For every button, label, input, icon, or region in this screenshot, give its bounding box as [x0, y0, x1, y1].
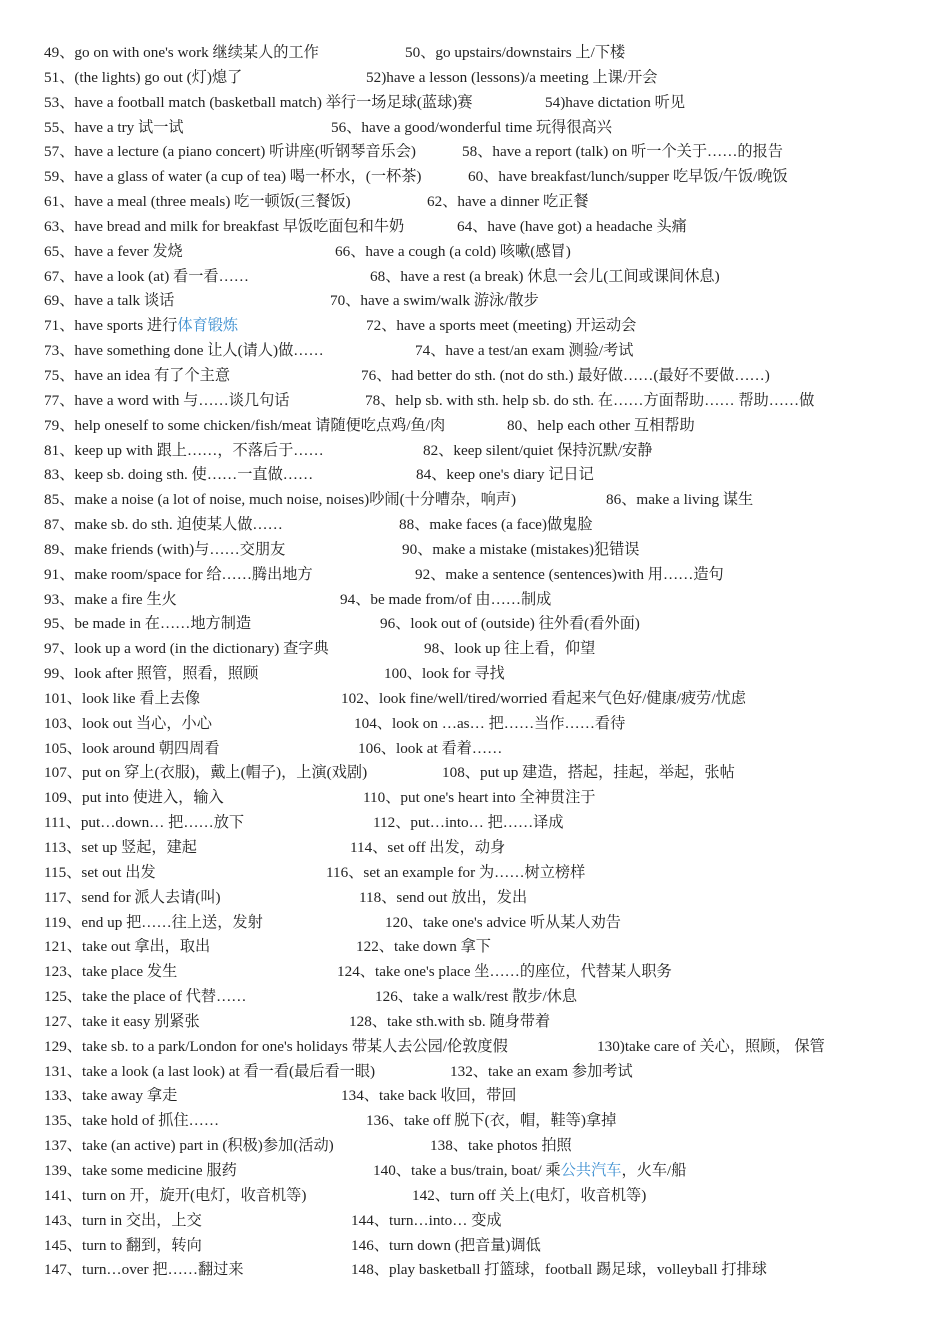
phrase-row	[0, 662, 950, 687]
phrase-left	[44, 861, 156, 886]
phrase-row	[0, 1209, 950, 1234]
phrase-right	[354, 712, 625, 737]
phrase-left-text: 89、make friends (with)与……交朋友	[44, 540, 286, 558]
phrase-right-text: 52)have a lesson (lessons)/a meeting 上课/开会	[366, 68, 658, 86]
phrase-right-text: 108、put up 建造，搭起，挂起，举起，张帖	[442, 764, 735, 782]
phrase-right	[350, 836, 505, 861]
phrase-left	[44, 91, 473, 116]
phrase-left	[44, 737, 220, 762]
phrase-right-text: 86、make a living 谋生	[606, 491, 754, 509]
phrase-row	[0, 960, 950, 985]
phrase-row	[0, 811, 950, 836]
phrase-left-text: 67、have a look (at) 看一看……	[44, 267, 249, 285]
phrase-right-text: 122、take down 拿下	[356, 938, 491, 956]
phrase-right	[335, 240, 571, 265]
phrase-right	[606, 488, 753, 513]
phrase-left	[44, 289, 174, 314]
phrase-left	[44, 811, 244, 836]
phrase-left-text: 115、set out 出发	[44, 863, 156, 881]
phrase-left	[44, 588, 177, 613]
phrase-right	[356, 935, 491, 960]
phrase-left-text: 55、have a try 试一试	[44, 118, 184, 136]
phrase-left-text: 81、keep up with 跟上……，不落后于……	[44, 441, 324, 459]
phrase-row	[0, 588, 950, 613]
phrase-left	[44, 1234, 202, 1259]
phrase-right	[468, 165, 788, 190]
phrase-right-text: 78、help sb. with sth. help sb. do sth. 在……方面帮助…… 帮助……做	[365, 391, 815, 409]
phrase-left-text: 69、have a talk 谈话	[44, 292, 175, 310]
phrase-right-text: 148、play basketball 打篮球，football 踢足球，volleyball 打排球	[351, 1261, 767, 1279]
phrase-row	[0, 563, 950, 588]
phrase-left	[44, 1159, 237, 1184]
phrase-row	[0, 1035, 950, 1060]
phrase-left	[44, 513, 283, 538]
phrase-right	[366, 1109, 616, 1134]
phrase-right-tail: ，火车/船	[621, 1161, 687, 1179]
phrase-left	[44, 712, 212, 737]
phrase-left	[44, 960, 177, 985]
phrase-right-text: 134、take back 收回，带回	[341, 1087, 517, 1105]
phrase-right-text: 70、have a swim/walk 游泳/散步	[330, 292, 539, 310]
phrase-row	[0, 414, 950, 439]
phrase-left-text: 103、look out 当心，小心	[44, 714, 212, 732]
phrase-right	[430, 1134, 572, 1159]
phrase-right	[442, 761, 735, 786]
phrase-right-text: 96、look out of (outside) 往外看(看外面)	[380, 615, 640, 633]
phrase-right	[366, 314, 636, 339]
phrase-right	[385, 911, 621, 936]
phrase-left-text: 101、look like 看上去像	[44, 689, 201, 707]
phrase-right-text: 94、be made from/of 由……制成	[340, 590, 552, 608]
phrase-left	[44, 389, 290, 414]
phrase-left-text: 95、be made in 在……地方制造	[44, 615, 252, 633]
phrase-row	[0, 513, 950, 538]
phrase-right-text: 64、have (have got) a headache 头痛	[457, 217, 687, 235]
phrase-right-text: 142、turn off 关上(电灯，收音机等)	[412, 1186, 647, 1204]
phrase-row	[0, 637, 950, 662]
phrase-left	[44, 41, 319, 66]
phrase-row	[0, 836, 950, 861]
phrase-left	[44, 886, 221, 911]
phrase-left	[44, 563, 313, 588]
phrase-row	[0, 91, 950, 116]
phrase-left	[44, 761, 367, 786]
phrase-row	[0, 41, 950, 66]
phrase-right	[375, 985, 577, 1010]
phrase-row	[0, 1060, 950, 1085]
phrase-right	[326, 861, 585, 886]
phrase-left-text: 123、take place 发生	[44, 963, 178, 981]
phrase-left-text: 125、take the place of 代替……	[44, 988, 247, 1006]
phrase-left	[44, 414, 445, 439]
phrase-left	[44, 786, 224, 811]
phrase-row	[0, 761, 950, 786]
phrase-row	[0, 712, 950, 737]
phrase-left	[44, 911, 263, 936]
phrase-left	[44, 215, 404, 240]
phrase-row	[0, 861, 950, 886]
phrase-row	[0, 1159, 950, 1184]
phrase-right-text: 80、help each other 互相帮助	[507, 416, 695, 434]
phrase-right-text: 60、have breakfast/lunch/supper 吃早饭/午饭/晚饭	[468, 168, 788, 186]
phrase-right	[597, 1035, 825, 1060]
phrase-left	[44, 985, 246, 1010]
phrase-left	[44, 612, 251, 637]
phrase-right-text: 120、take one's advice 听从某人劝告	[385, 913, 621, 931]
phrase-left	[44, 314, 238, 339]
phrase-right	[341, 687, 746, 712]
phrase-right-text: 140、take a bus/train, boat/ 乘	[373, 1161, 561, 1179]
phrase-right	[366, 66, 657, 91]
phrase-right-text: 114、set off 出发，动身	[350, 839, 506, 856]
phrase-row	[0, 364, 950, 389]
phrase-right-text: 58、have a report (talk) on 听一个关于……的报告	[462, 143, 783, 161]
phrase-left	[44, 836, 197, 861]
phrase-right	[545, 91, 685, 116]
phrase-right	[507, 414, 695, 439]
phrase-left-text: 61、have a meal (three meals) 吃一顿饭(三餐饭)	[44, 193, 351, 211]
phrase-left	[44, 240, 183, 265]
phrase-left	[44, 1258, 244, 1283]
phrase-right	[402, 538, 639, 563]
phrase-link: 体育锻炼	[177, 317, 239, 335]
phrase-right-text: 124、take one's place 坐……的座位，代替某人职务	[337, 963, 672, 981]
phrase-right-text: 106、look at 看着……	[358, 739, 503, 757]
phrase-left	[44, 1109, 219, 1134]
phrase-row	[0, 240, 950, 265]
phrase-right	[412, 1184, 646, 1209]
phrase-left	[44, 190, 351, 215]
phrase-right	[361, 364, 770, 389]
phrase-right	[373, 1159, 686, 1184]
phrase-right	[351, 1234, 541, 1259]
phrase-left-text: 137、take (an active) part in (积极)参加(活动)	[44, 1137, 334, 1155]
phrase-left-text: 63、have bread and milk for breakfast 早饭吃面包和牛奶	[44, 217, 405, 235]
phrase-right-text: 130)take care of 关心，照顾， 保管	[597, 1037, 825, 1055]
phrase-right	[359, 886, 527, 911]
phrase-left-text: 91、make room/space for 给……腾出地方	[44, 565, 313, 583]
phrase-left	[44, 463, 313, 488]
phrase-row	[0, 1084, 950, 1109]
phrase-right	[416, 463, 594, 488]
phrase-right-text: 138、take photos 拍照	[430, 1137, 572, 1155]
phrase-row	[0, 985, 950, 1010]
phrase-left	[44, 538, 285, 563]
phrase-left-text: 75、have an idea 有了个主意	[44, 366, 231, 384]
phrase-right-text: 132、take an exam 参加考试	[450, 1062, 633, 1080]
phrase-left-text: 87、make sb. do sth. 迫使某人做……	[44, 516, 283, 534]
phrase-row	[0, 488, 950, 513]
phrase-left-text: 99、look after 照管，照看，照顾	[44, 665, 259, 683]
phrase-right	[380, 612, 640, 637]
phrase-row	[0, 389, 950, 414]
phrase-right	[351, 1209, 502, 1234]
phrase-left	[44, 687, 200, 712]
phrase-left	[44, 935, 210, 960]
phrase-left-text: 133、take away 拿走	[44, 1087, 178, 1105]
phrase-left-text: 79、help oneself to some chicken/fish/meat 请随便吃点鸡/鱼/肉	[44, 416, 446, 434]
phrase-right-text: 104、look on …as… 把……当作……看待	[354, 714, 626, 732]
phrase-left-text: 111、put…down… 把……放下	[44, 814, 245, 832]
phrase-left	[44, 165, 421, 190]
phrase-left-text: 83、keep sb. doing sth. 使……一直做……	[44, 466, 314, 484]
phrase-left-text: 109、put into 使进入，输入	[44, 789, 224, 807]
phrase-right	[330, 289, 539, 314]
phrase-left	[44, 439, 324, 464]
phrase-right	[341, 1084, 516, 1109]
phrase-row	[0, 612, 950, 637]
phrase-right-text: 100、look for 寻找	[384, 665, 505, 683]
phrase-right-text: 82、keep silent/quiet 保持沉默/安静	[423, 441, 653, 459]
phrase-row	[0, 1258, 950, 1283]
phrase-left-text: 139、take some medicine 服药	[44, 1161, 237, 1179]
phrase-right	[405, 41, 625, 66]
phrase-left	[44, 364, 230, 389]
phrase-row	[0, 1134, 950, 1159]
phrase-row	[0, 140, 950, 165]
phrase-left-text: 77、have a word with 与……谈几句话	[44, 391, 290, 409]
phrase-right	[363, 786, 596, 811]
phrase-left	[44, 1134, 334, 1159]
phrase-right	[462, 140, 783, 165]
phrase-right-text: 68、have a rest (a break) 休息一会儿(工间或课间休息)	[370, 267, 720, 285]
phrase-left	[44, 1035, 508, 1060]
phrase-right	[423, 439, 652, 464]
phrase-left	[44, 265, 249, 290]
phrase-left-text: 147、turn…over 把……翻过来	[44, 1261, 244, 1279]
phrase-row	[0, 886, 950, 911]
phrase-right-text: 84、keep one's diary 记日记	[416, 466, 594, 484]
phrase-right	[331, 116, 612, 141]
phrase-right	[424, 637, 595, 662]
phrase-left-text: 49、go on with one's work 继续某人的工作	[44, 44, 319, 61]
phrase-right-text: 118、send out 放出，发出	[359, 888, 528, 906]
phrase-row	[0, 215, 950, 240]
phrase-row	[0, 289, 950, 314]
phrase-left-text: 97、look up a word (in the dictionary) 查字典	[44, 640, 329, 658]
phrase-row	[0, 935, 950, 960]
phrase-left	[44, 116, 184, 141]
phrase-right	[384, 662, 505, 687]
phrase-right	[365, 389, 814, 414]
phrase-row	[0, 1109, 950, 1134]
phrase-right-text: 136、take off 脱下(衣，帽，鞋等)拿掉	[366, 1112, 617, 1130]
phrase-left-text: 73、have something done 让人(请人)做……	[44, 342, 324, 360]
phrase-right	[340, 588, 551, 613]
phrase-left-text: 143、turn in 交出，上交	[44, 1211, 202, 1229]
phrase-left-text: 85、make a noise (a lot of noise, much noise, noises)吵闹(十分嘈杂，响声)	[44, 491, 516, 509]
phrase-left	[44, 1010, 200, 1035]
phrase-left-text: 129、take sb. to a park/London for one's holidays 带某人去公园/伦敦度假	[44, 1037, 508, 1055]
phrase-row	[0, 314, 950, 339]
phrase-right-text: 110、put one's heart into 全神贯注于	[363, 789, 596, 807]
phrase-left	[44, 1060, 375, 1085]
phrase-left	[44, 637, 329, 662]
phrase-list	[0, 41, 950, 1283]
phrase-left	[44, 488, 516, 513]
phrase-left-text: 93、make a fire 生火	[44, 590, 177, 608]
phrase-right	[415, 563, 724, 588]
phrase-row	[0, 190, 950, 215]
phrase-row	[0, 116, 950, 141]
phrase-row	[0, 737, 950, 762]
phrase-right-text: 112、put…into… 把……译成	[373, 814, 564, 832]
phrase-right	[399, 513, 593, 538]
phrase-right-text: 128、take sth.with sb. 随身带着	[349, 1012, 551, 1030]
phrase-right-text: 90、make a mistake (mistakes)犯错误	[402, 540, 640, 558]
phrase-right-text: 116、set an example for 为……树立榜样	[326, 863, 586, 881]
phrase-left-text: 105、look around 朝四周看	[44, 739, 220, 757]
phrase-left-text: 71、have sports 进行	[44, 317, 178, 335]
phrase-left-text: 65、have a fever 发烧	[44, 242, 183, 260]
phrase-row	[0, 911, 950, 936]
phrase-row	[0, 538, 950, 563]
phrase-row	[0, 66, 950, 91]
phrase-right	[337, 960, 672, 985]
phrase-right-text: 66、have a cough (a cold) 咳嗽(感冒)	[335, 242, 571, 260]
phrase-right	[349, 1010, 550, 1035]
phrase-row	[0, 463, 950, 488]
phrase-right	[351, 1258, 767, 1283]
phrase-right-text: 126、take a walk/rest 散步/休息	[375, 988, 578, 1006]
phrase-left	[44, 1184, 306, 1209]
phrase-left-text: 135、take hold of 抓住……	[44, 1112, 220, 1130]
phrase-left-text: 59、have a glass of water (a cup of tea) 喝一杯水，(一杯茶)	[44, 168, 422, 186]
phrase-left-text: 113、set up 竖起，建起	[44, 839, 197, 856]
phrase-left	[44, 140, 416, 165]
phrase-row	[0, 439, 950, 464]
phrase-right	[450, 1060, 633, 1085]
phrase-right-text: 92、make a sentence (sentences)with 用……造句	[415, 565, 724, 583]
phrase-row	[0, 339, 950, 364]
phrase-right-text: 62、have a dinner 吃正餐	[427, 193, 589, 211]
phrase-right-text: 56、have a good/wonderful time 玩得很高兴	[331, 118, 612, 136]
phrase-right-text: 88、make faces (a face)做鬼脸	[399, 516, 593, 534]
phrase-row	[0, 687, 950, 712]
phrase-left-text: 127、take it easy 别紧张	[44, 1012, 200, 1030]
phrase-row	[0, 1184, 950, 1209]
phrase-right-text: 144、turn…into… 变成	[351, 1211, 502, 1229]
phrase-right-text: 146、turn down (把音量)调低	[351, 1236, 541, 1254]
phrase-right-text: 98、look up 往上看，仰望	[424, 640, 596, 658]
phrase-left-text: 119、end up 把……往上送，发射	[44, 913, 263, 931]
phrase-link: 公共汽车	[560, 1161, 622, 1179]
phrase-row	[0, 786, 950, 811]
phrase-right-text: 72、have a sports meet (meeting) 开运动会	[366, 317, 637, 335]
phrase-left	[44, 66, 242, 91]
phrase-row	[0, 1010, 950, 1035]
phrase-right	[457, 215, 687, 240]
phrase-left	[44, 1209, 202, 1234]
phrase-left-text: 53、have a football match (basketball match) 举行一场足球(蓝球)赛	[44, 93, 473, 111]
phrase-row	[0, 265, 950, 290]
phrase-right-text: 54)have dictation 听见	[545, 93, 686, 111]
phrase-right-text: 76、had better do sth. (not do sth.) 最好做……(最好不要做……)	[361, 366, 770, 384]
phrase-row	[0, 1234, 950, 1259]
phrase-left-text: 141、turn on 开，旋开(电灯，收音机等)	[44, 1186, 307, 1204]
phrase-left	[44, 339, 324, 364]
phrase-left-text: 131、take a look (a last look) at 看一看(最后看一眼)	[44, 1062, 376, 1080]
phrase-right	[427, 190, 589, 215]
phrase-left-text: 121、take out 拿出，取出	[44, 938, 211, 956]
phrase-right-text: 74、have a test/an exam 测验/考试	[415, 342, 634, 360]
phrase-row	[0, 165, 950, 190]
phrase-right	[370, 265, 720, 290]
phrase-right	[373, 811, 564, 836]
phrase-left	[44, 1084, 177, 1109]
phrase-right-text: 50、go upstairs/downstairs 上/下楼	[405, 44, 626, 61]
phrase-right	[415, 339, 633, 364]
phrase-left-text: 51、(the lights) go out (灯)熄了	[44, 68, 243, 86]
phrase-left-text: 57、have a lecture (a piano concert) 听讲座(听钢琴音乐会)	[44, 143, 416, 161]
phrase-right	[358, 737, 502, 762]
phrase-left-text: 145、turn to 翻到，转向	[44, 1236, 202, 1254]
phrase-left-text: 117、send for 派人去请(叫)	[44, 888, 221, 906]
phrase-left	[44, 662, 258, 687]
phrase-left-text: 107、put on 穿上(衣服)，戴上(帽子)，上演(戏剧)	[44, 764, 368, 782]
phrase-right-text: 102、look fine/well/tired/worried 看起来气色好/健康/疲劳/忧虑	[341, 689, 746, 707]
